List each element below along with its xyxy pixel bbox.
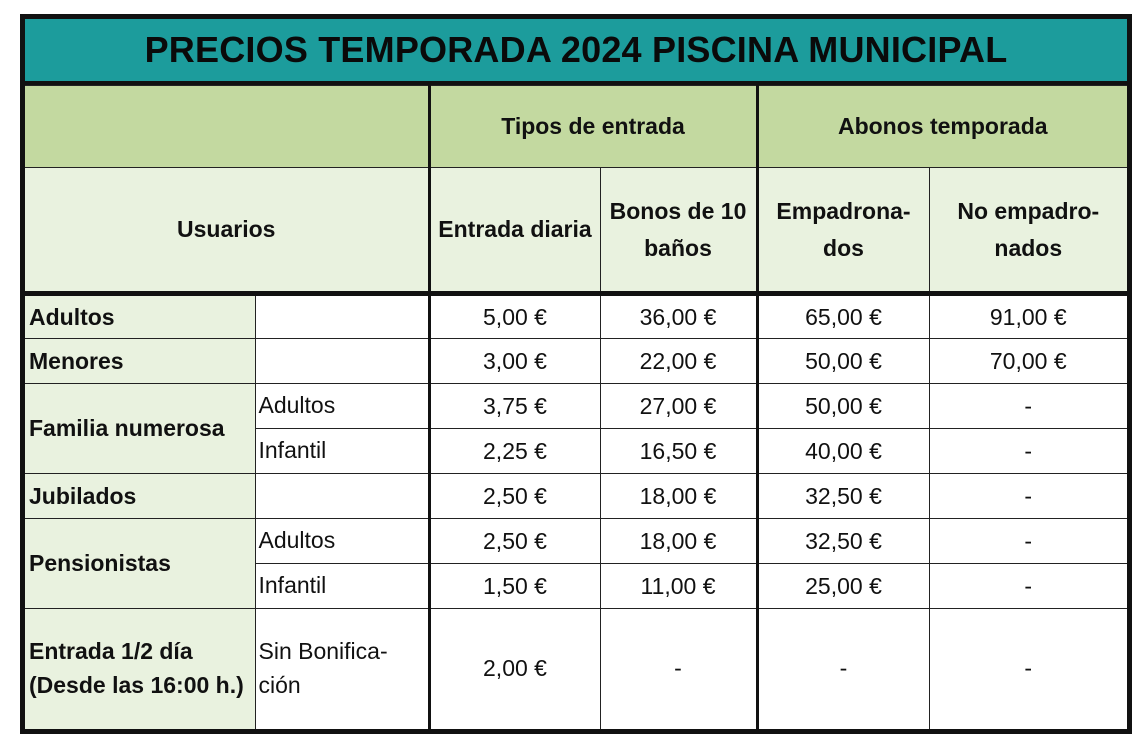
header-usuarios: Usuarios [25,168,429,294]
price-diaria: 5,00 € [429,294,600,339]
table-row [25,384,1127,429]
row-sublabel: Adultos [255,384,429,429]
price-empadronados: 65,00 € [757,294,929,339]
price-bonos: 36,00 € [600,294,757,339]
price-diaria: 3,75 € [429,384,600,429]
price-table-frame [20,14,1132,734]
row-sublabel [255,474,429,519]
price-bonos: 11,00 € [600,564,757,609]
price-empadronados: 50,00 € [757,384,929,429]
header-empadronados: Empadrona-dos [757,168,929,294]
title-bar [25,19,1127,85]
price-diaria: 2,50 € [429,519,600,564]
header-group-abonos: Abonos temporada [757,86,1127,168]
table-row [25,339,1127,384]
price-no-empadronados: - [929,609,1127,729]
table-row [25,294,1127,339]
page-title: PRECIOS TEMPORADA 2024 PISCINA MUNICIPAL [144,29,1008,70]
price-no-empadronados: 91,00 € [929,294,1127,339]
header-row-groups [25,86,1127,168]
header-row-columns [25,168,1127,294]
price-no-empadronados: - [929,429,1127,474]
row-sublabel: Sin Bonifica-ción [255,609,429,729]
price-table [25,85,1127,729]
table-row [25,519,1127,564]
header-empty-cell [25,86,429,168]
row-label: Entrada 1/2 día (Desde las 16:00 h.) [25,609,255,729]
row-sublabel: Infantil [255,429,429,474]
price-bonos: 18,00 € [600,474,757,519]
table-row [25,609,1127,729]
price-empadronados: 25,00 € [757,564,929,609]
price-diaria: 1,50 € [429,564,600,609]
price-bonos: 16,50 € [600,429,757,474]
header-no-empadronados: No empadro-nados [929,168,1127,294]
header-bonos: Bonos de 10 baños [600,168,757,294]
row-sublabel: Infantil [255,564,429,609]
price-empadronados: 40,00 € [757,429,929,474]
header-group-entradas: Tipos de entrada [429,86,757,168]
price-empadronados: - [757,609,929,729]
row-sublabel: Adultos [255,519,429,564]
price-no-empadronados: - [929,474,1127,519]
price-empadronados: 50,00 € [757,339,929,384]
row-sublabel [255,339,429,384]
price-bonos: 27,00 € [600,384,757,429]
price-no-empadronados: - [929,564,1127,609]
price-no-empadronados: 70,00 € [929,339,1127,384]
row-label: Familia numerosa [25,384,255,474]
row-label: Menores [25,339,255,384]
price-bonos: 18,00 € [600,519,757,564]
price-diaria: 3,00 € [429,339,600,384]
price-no-empadronados: - [929,519,1127,564]
row-label: Jubilados [25,474,255,519]
price-diaria: 2,25 € [429,429,600,474]
table-row [25,474,1127,519]
row-sublabel [255,294,429,339]
price-no-empadronados: - [929,384,1127,429]
price-diaria: 2,00 € [429,609,600,729]
row-label: Pensionistas [25,519,255,609]
price-bonos: 22,00 € [600,339,757,384]
price-diaria: 2,50 € [429,474,600,519]
row-label: Adultos [25,294,255,339]
price-empadronados: 32,50 € [757,519,929,564]
price-empadronados: 32,50 € [757,474,929,519]
price-bonos: - [600,609,757,729]
header-entrada-diaria: Entrada diaria [429,168,600,294]
